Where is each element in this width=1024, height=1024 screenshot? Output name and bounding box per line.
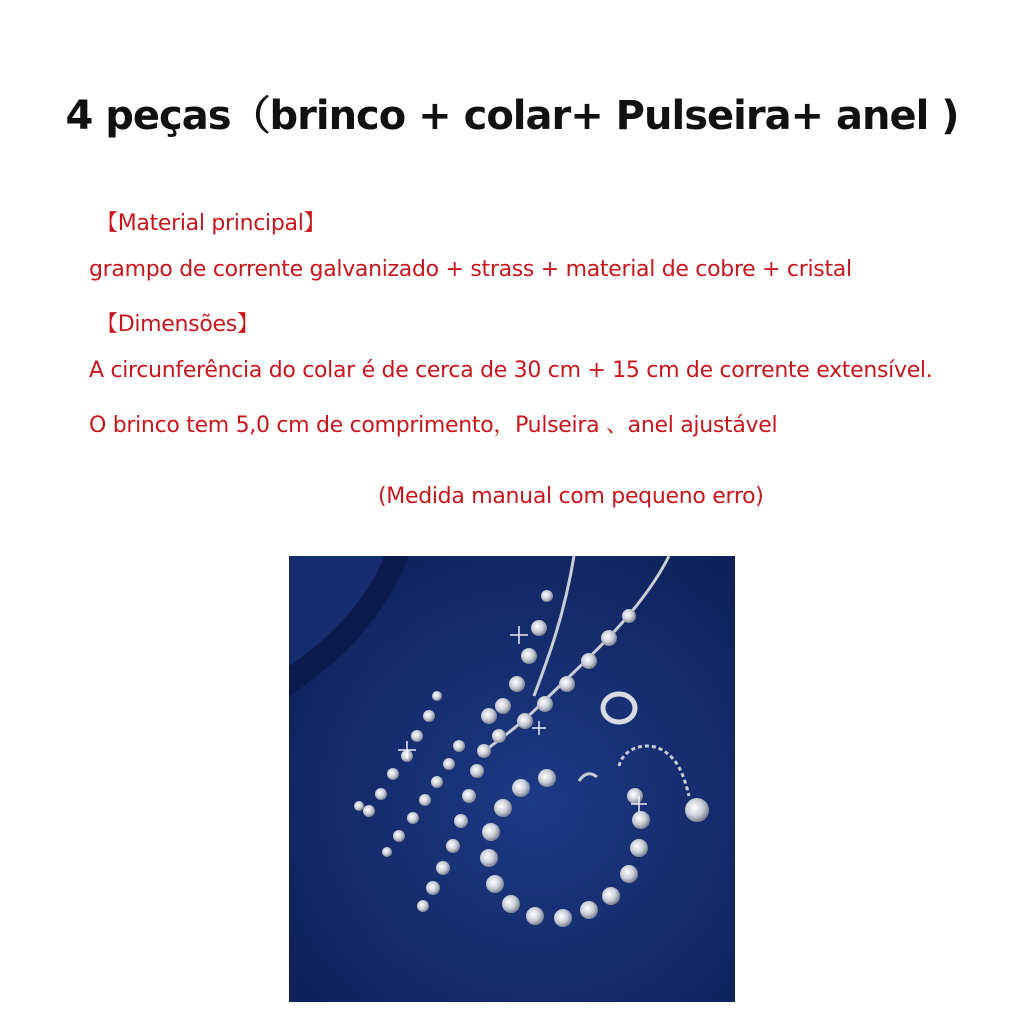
jewelry-illustration	[289, 556, 735, 1002]
dimensions-heading: 【Dimensões】	[96, 312, 259, 337]
material-text: grampo de corrente galvanizado + strass + material de cobre + cristal	[89, 257, 852, 282]
jewelry-set-photo	[289, 556, 735, 1002]
measurement-note: (Medida manual com pequeno erro)	[378, 484, 764, 509]
dimensions-line-2: O brinco tem 5,0 cm de comprimento，Pulseira 、anel ajustável	[89, 413, 778, 438]
page-title: 4 peças（brinco + colar+ Pulseira+ anel )	[65, 93, 959, 139]
dimensions-line-1: A circunferência do colar é de cerca de 30 cm + 15 cm de corrente extensível.	[89, 358, 933, 383]
material-heading: 【Material principal】	[96, 211, 326, 236]
pendant-charm	[685, 798, 709, 822]
